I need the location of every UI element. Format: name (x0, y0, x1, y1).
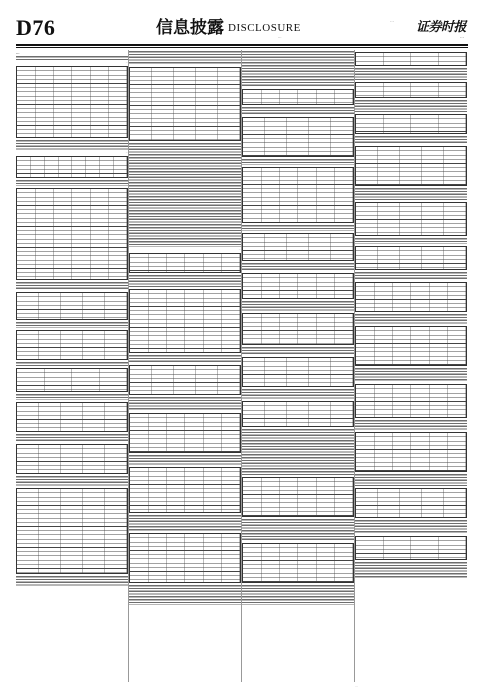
data-table (129, 253, 241, 273)
data-table (355, 384, 467, 418)
body-text (129, 143, 241, 247)
data-table (355, 536, 467, 560)
body-text (242, 225, 354, 231)
data-table (355, 246, 467, 270)
data-table (355, 202, 467, 236)
page-number: D76 (16, 15, 56, 40)
body-text (355, 562, 467, 578)
data-table (242, 117, 354, 157)
body-text (355, 68, 467, 80)
body-text (242, 51, 354, 87)
data-table (355, 326, 467, 366)
section-title: 信息披露 (156, 18, 224, 38)
masthead (16, 16, 468, 44)
unit-note: … (125, 151, 128, 155)
data-table (129, 413, 241, 453)
column-1 (16, 50, 128, 682)
data-table (16, 156, 128, 178)
column-4 (355, 50, 467, 682)
data-table (242, 313, 354, 345)
unit-note: … (238, 248, 241, 251)
body-text (16, 180, 128, 186)
body-text (242, 429, 354, 475)
body-text (242, 159, 354, 165)
data-table (355, 488, 467, 518)
body-text (242, 301, 354, 311)
data-table (355, 282, 467, 312)
data-table (242, 357, 354, 387)
body-text (355, 420, 467, 430)
body-text (129, 397, 241, 411)
data-table (16, 66, 128, 138)
data-table (16, 402, 128, 432)
data-table (242, 89, 354, 105)
body-text (16, 394, 128, 400)
data-table (242, 401, 354, 427)
data-table (242, 273, 354, 299)
body-text (129, 455, 241, 465)
masthead-date: … (459, 34, 464, 39)
body-text (129, 585, 241, 605)
data-table (16, 330, 128, 360)
body-text (355, 474, 467, 486)
body-text (16, 282, 128, 290)
body-text (16, 140, 128, 150)
brand-logo: 证券时报 (415, 20, 466, 35)
data-table (242, 477, 354, 517)
body-text (355, 314, 467, 324)
body-text (16, 56, 128, 60)
data-table (355, 52, 467, 66)
body-text (242, 107, 354, 115)
editor-line: … (390, 18, 394, 23)
body-text (16, 576, 128, 586)
body-text (16, 476, 128, 486)
data-table (242, 233, 354, 261)
data-table (16, 444, 128, 474)
masthead-rule (16, 44, 468, 46)
section-title-en: DISCLOSURE (228, 22, 301, 34)
data-table (355, 114, 467, 134)
masthead-meta: … (278, 35, 282, 39)
data-table (129, 365, 241, 395)
body-text (355, 368, 467, 382)
body-text (355, 272, 467, 280)
unit-note: … (125, 61, 128, 65)
data-table (129, 467, 241, 513)
masthead-rule-thin (16, 47, 468, 48)
body-text (242, 389, 354, 399)
column-2 (129, 50, 241, 682)
body-text (355, 188, 467, 200)
data-table (242, 167, 354, 223)
data-table (242, 543, 354, 583)
data-table (16, 488, 128, 574)
body-text (129, 355, 241, 363)
body-text (355, 100, 467, 112)
body-text (242, 263, 354, 271)
body-text (355, 238, 467, 244)
column-3 (242, 50, 354, 682)
data-table (16, 368, 128, 392)
article-title: … (16, 51, 20, 55)
body-text (355, 520, 467, 534)
data-table (16, 188, 128, 280)
body-text (129, 51, 241, 65)
body-text (242, 347, 354, 355)
data-table (129, 289, 241, 353)
body-text (355, 136, 467, 144)
data-table (355, 432, 467, 472)
data-table (16, 292, 128, 320)
body-text (16, 322, 128, 328)
data-table (355, 82, 467, 98)
body-text (16, 362, 128, 366)
data-table (129, 533, 241, 583)
body-text (129, 275, 241, 287)
data-table (129, 67, 241, 141)
body-text (129, 515, 241, 531)
body-text (242, 519, 354, 541)
body-text (16, 434, 128, 442)
body-text (242, 585, 354, 605)
page-footer: … (355, 684, 358, 688)
data-table (355, 146, 467, 186)
